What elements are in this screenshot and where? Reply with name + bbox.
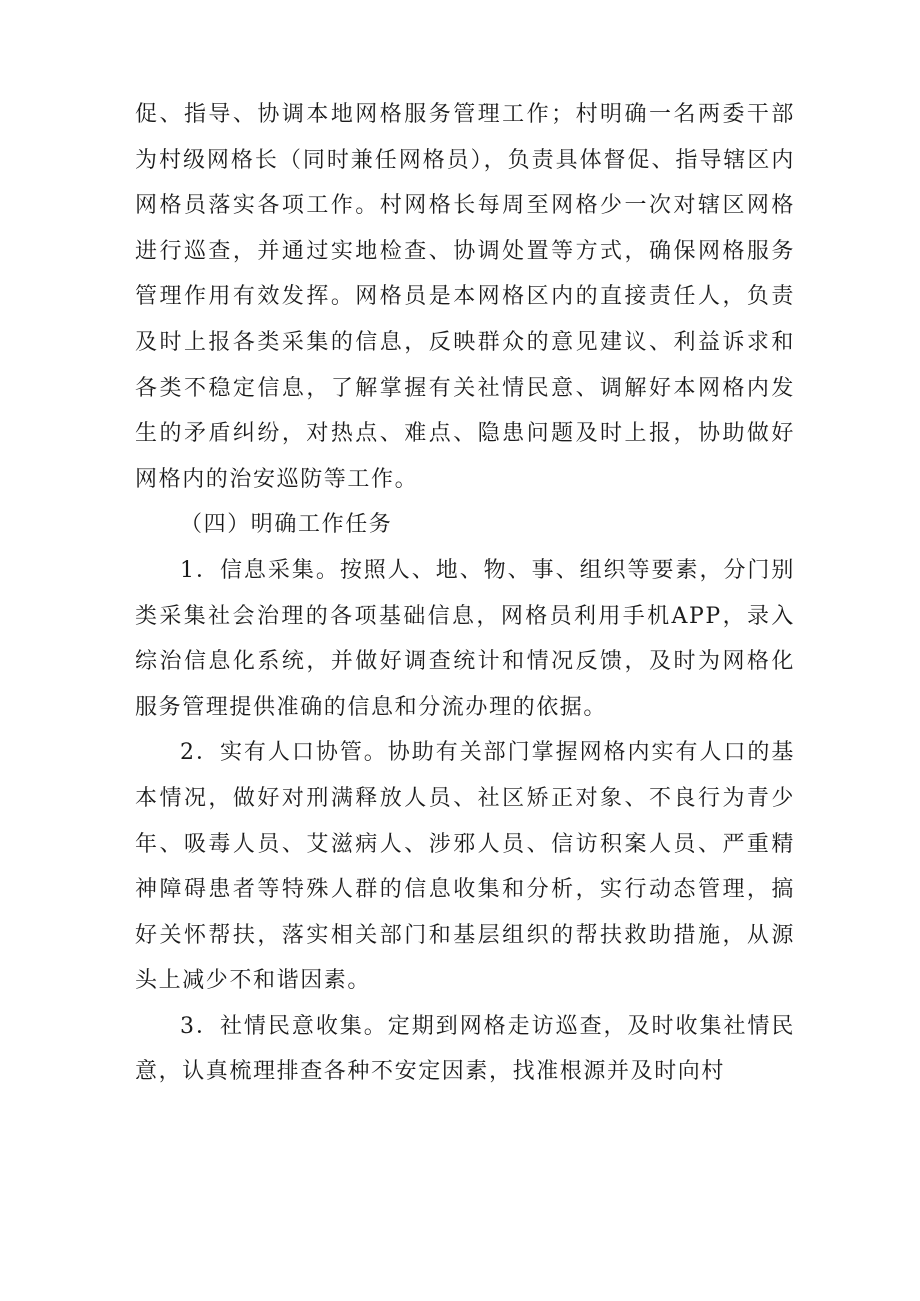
paragraph-grid-responsibilities: 促、指导、协调本地网格服务管理工作；村明确一名两委干部为村级网格长（同时兼任网格员），负责具体督促、指导辖区内网格员落实各项工作。村网格长每周至网格少一次对辖区网格进行巡查，并通过实地检查、协调处置等方式，确保网格服务管理作用有效发挥。网格员是本网格区内的直接责任人，负责及时上报各类采集的信息，反映群众的意见建议、利益诉求和各类不稳定信息，了解掌握有关社情民意、调解好本网格内发生的矛盾纠纷，对热点、难点、隐患问题及时上报，协助做好网格内的治安巡防等工作。 <box>135 102 795 492</box>
document-body <box>135 92 795 1095</box>
paragraph-population-management: 2．实有人口协管。协助有关部门掌握网格内实有人口的基本情况，做好对刑满释放人员、社区矫正对象、不良行为青少年、吸毒人员、艾滋病人、涉邪人员、信访积案人员、严重精神障碍患者等特殊人群的信息收集和分析，实行动态管理，搞好关怀帮扶，落实相关部门和基层组织的帮扶救助措施，从源头上减少不和谐因素。 <box>135 740 795 994</box>
section-heading-work-tasks: （四）明确工作任务 <box>180 512 393 538</box>
paragraph-information-collection: 1．信息采集。按照人、地、物、事、组织等要素，分门别类采集社会治理的各项基础信息，网格员利用手机APP，录入综治信息化系统，并做好调查统计和情况反馈，及时为网格化服务管理提供准确的信息和分流办理的依据。 <box>135 557 795 720</box>
paragraph-public-opinion-collection: 3．社情民意收集。定期到网格走访巡查，及时收集社情民意，认真梳理排查各种不安定因素，找准根源并及时向村 <box>135 1013 795 1085</box>
